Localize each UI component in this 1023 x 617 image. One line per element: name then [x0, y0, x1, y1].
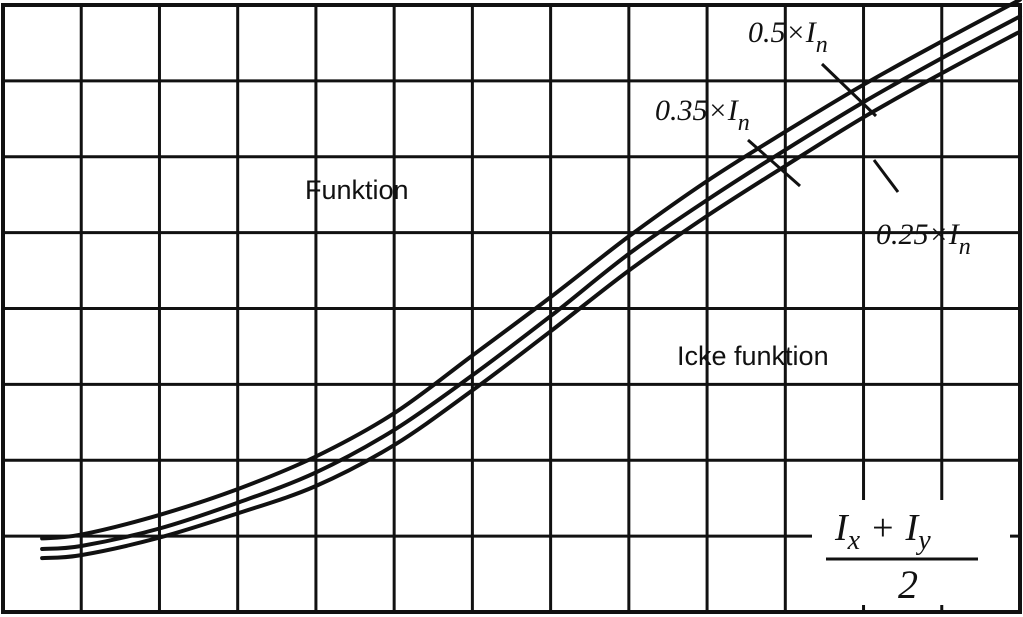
series-label-0-35-main: 0.35×I [655, 94, 738, 127]
series-label-0-25-main: 0.25×I [876, 218, 959, 251]
series-label-0-5-main: 0.5×I [748, 16, 816, 49]
region-label-icke-funktion: Icke funktion [677, 341, 829, 371]
axis-label-plus: + [872, 507, 894, 549]
axis-label-denominator: 2 [898, 562, 918, 607]
series-label-0-5-sub: n [815, 32, 828, 58]
axis-label-iy-sub: y [918, 525, 931, 556]
region-label-funktion: Funktion [305, 175, 409, 205]
series-label-0-25-sub: n [958, 234, 971, 260]
series-label-0-35-sub: n [737, 110, 750, 136]
axis-label-iy: I [905, 507, 919, 549]
axis-label-ix: I [835, 507, 848, 549]
axis-label-ix-sub: x [847, 525, 861, 556]
